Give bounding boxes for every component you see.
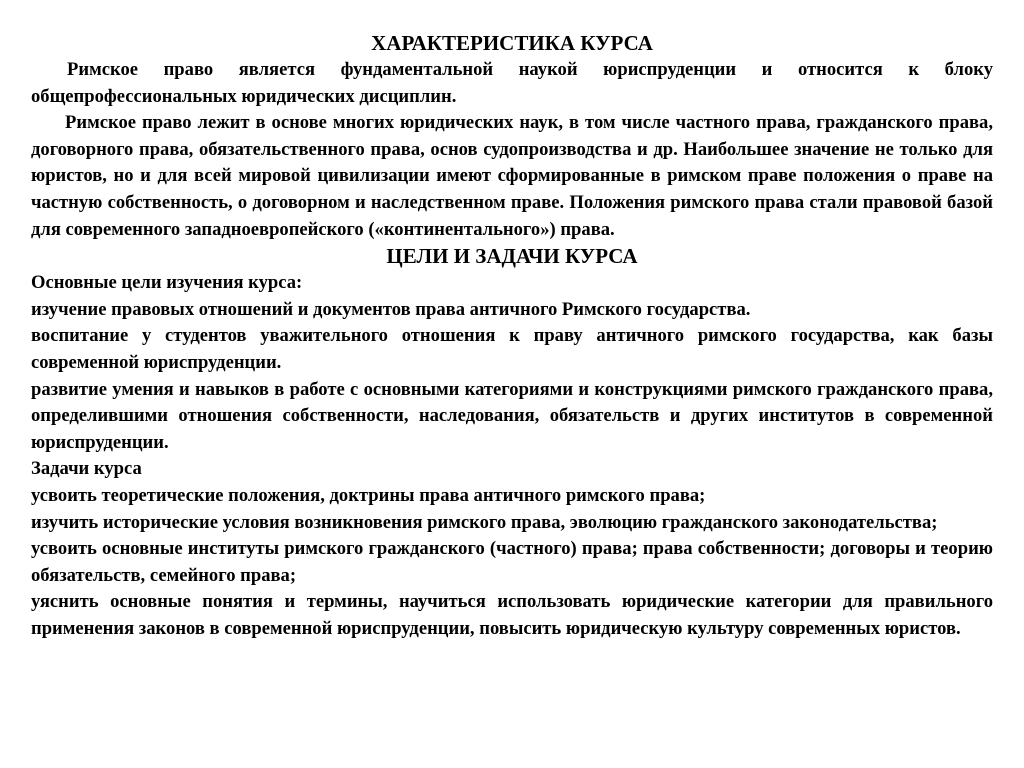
goals-label: Основные цели изучения курса:: [31, 272, 303, 294]
task-item: уяснить основные понятия и термины, научиться использовать юридические категории для правильного применения законов в современной юриспруденции, повысить юридическую культуру современных юристов.: [31, 591, 993, 639]
goals-tasks-heading: ЦЕЛИ И ЗАДАЧИ КУРСА: [386, 244, 638, 269]
goal-item: воспитание у студентов уважительного отношения к праву античного римского государства, как базы современной юриспруденции.: [31, 325, 993, 373]
foundation-paragraph: Римское право лежит в основе многих юридических наук, в том числе частного права, гражданского права, договорного права, обязательственного права, основ судопроизводства и др. Наибольшее значение не только для юристов, но и для всей мировой цивилизации имеют сформированные в римском праве положения о праве на частную собственность, о договорном и наследственном праве. Положения римского права стали правовой базой для современного западноевропейского («континентального») права.: [31, 112, 993, 240]
tasks-label: Задачи курса: [31, 458, 142, 480]
goal-item: изучение правовых отношений и документов права античного Римского государства.: [31, 298, 751, 320]
task-item: усвоить теоретические положения, доктрины права античного римского права;: [31, 484, 706, 506]
goal-item: развитие умения и навыков в работе с основными категориями и конструкциями римского гражданского права, определившими отношения собственности, наследования, обязательств и других институтов в современной юриспруденции.: [31, 378, 993, 453]
task-item: изучить исторические условия возникновения римского права, эволюцию гражданского законодательства;: [31, 511, 938, 533]
intro-paragraph: Римское право является фундаментальной наукой юриспруденции и относится к блоку общепрофессиональных юридических дисциплин.: [31, 59, 993, 107]
task-item: усвоить основные институты римского гражданского (частного) права; права собственности; договоры и теорию обязательств, семейного права;: [31, 538, 993, 586]
course-characteristics-heading: ХАРАКТЕРИСТИКА КУРСА: [371, 31, 653, 55]
